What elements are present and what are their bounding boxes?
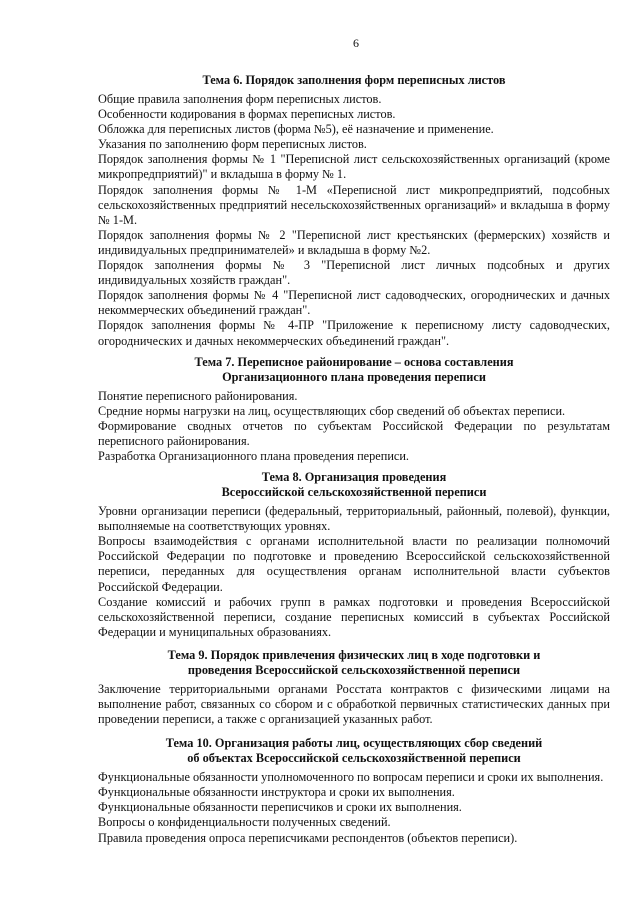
heading-line: Тема 9. Порядок привлечения физических лиц в ходе подготовки и: [167, 647, 541, 662]
heading-line: Тема 7. Переписное районирование – основа составления: [194, 354, 514, 369]
paragraph: Порядок заполнения формы № 4-ПР "Приложение к переписному листу садоводческих, огороднических и дачных некоммерческих объединений граждан".: [98, 318, 610, 348]
paragraph: Функциональные обязанности уполномоченного по вопросам переписи и сроки их выполнения.: [98, 770, 604, 785]
section-topic-6: [98, 73, 610, 349]
paragraph: Порядок заполнения формы № 1 "Переписной лист сельскохозяйственных организаций (кроме микропредприятий)" и вкладыша в форму № 1.: [98, 152, 610, 182]
section-heading: [98, 355, 610, 385]
heading-line: Тема 6. Порядок заполнения форм переписных листов: [202, 73, 506, 87]
paragraph: Общие правила заполнения форм переписных листов.: [98, 92, 382, 106]
paragraph: Средние нормы нагрузки на лиц, осуществляющих сбор сведений об объектах переписи.: [98, 403, 566, 418]
paragraph: Формирование сводных отчетов по субъектам Российской Федерации по результатам переписного районирования.: [98, 418, 610, 448]
paragraph: Порядок заполнения формы № 3 "Переписной лист личных подсобных и других индивидуальных хозяйств граждан".: [98, 258, 610, 288]
heading-line: проведения Всероссийской сельскохозяйственной переписи: [187, 662, 521, 677]
paragraph: Вопросы о конфиденциальности полученных сведений.: [98, 815, 391, 830]
paragraph: Обложка для переписных листов (форма №5), её назначение и применение.: [98, 122, 494, 137]
paragraph: Уровни организации переписи (федеральный, территориальный, районный, полевой), функции, выполняемые на соответствующих уровнях.: [98, 504, 610, 534]
heading-line: Всероссийской сельскохозяйственной переписи: [221, 485, 487, 500]
page-number: 6: [353, 36, 359, 50]
section-topic-9: [98, 648, 610, 727]
paragraph: Особенности кодирования в формах переписных листов.: [98, 107, 396, 122]
paragraph: Порядок заполнения формы № 1-М «Переписной лист микропредприятий, подсобных сельскохозяйственных предприятий несельскохозяйственных организаций» и вкладыша в форму № 1-М.: [98, 182, 610, 227]
heading-line: Организационного плана проведения переписи: [222, 369, 486, 384]
paragraph: Разработка Организационного плана проведения переписи.: [98, 448, 410, 463]
paragraph: Правила проведения опроса переписчиками респондентов (объектов переписи).: [98, 830, 518, 845]
section-topic-7: [98, 355, 610, 464]
paragraph: Порядок заполнения формы № 4 "Переписной лист садоводческих, огороднических и дачных некоммерческих объединений граждан".: [98, 288, 610, 318]
heading-line: об объектах Всероссийской сельскохозяйственной переписи: [187, 751, 521, 766]
section-heading: [98, 73, 610, 88]
heading-line: Тема 10. Организация работы лиц, осуществляющих сбор сведений: [165, 736, 543, 751]
paragraph: Функциональные обязанности инструктора и сроки их выполнения.: [98, 785, 455, 800]
section-heading: [98, 736, 610, 766]
paragraph: Создание комиссий и рабочих групп в рамках подготовки и проведения Всероссийской сельскохозяйственной переписи, создание переписных комиссий в субъектах Российской Федерации и муниципальных образованиях.: [98, 594, 610, 639]
paragraph: Указания по заполнению форм переписных листов.: [98, 137, 367, 152]
paragraph: Понятие переписного районирования.: [98, 388, 298, 403]
section-heading: [98, 648, 610, 678]
paragraph: Порядок заполнения формы № 2 "Переписной лист крестьянских (фермерских) хозяйств и индивидуальных предпринимателей» и вкладыша в форму №2.: [98, 227, 610, 257]
section-heading: [98, 470, 610, 500]
paragraph: Заключение территориальными органами Росстата контрактов с физическими лицами на выполнение работ, связанных со сбором и с обработкой первичных статистических данных при проведении переписи, а также с организацией указанных работ.: [98, 681, 610, 727]
section-topic-10: [98, 736, 610, 845]
paragraph: Функциональные обязанности переписчиков и сроки их выполнения.: [98, 800, 462, 815]
section-topic-8: [98, 470, 610, 640]
paragraph: Вопросы взаимодействия с органами исполнительной власти по реализации полномочий Российской Федерации по подготовке и проведению Всероссийской сельскохозяйственной переписи, переданных для осуществления органам исполнительной власти субъектов Российской Федерации.: [98, 534, 610, 594]
heading-line: Тема 8. Организация проведения: [261, 470, 447, 485]
